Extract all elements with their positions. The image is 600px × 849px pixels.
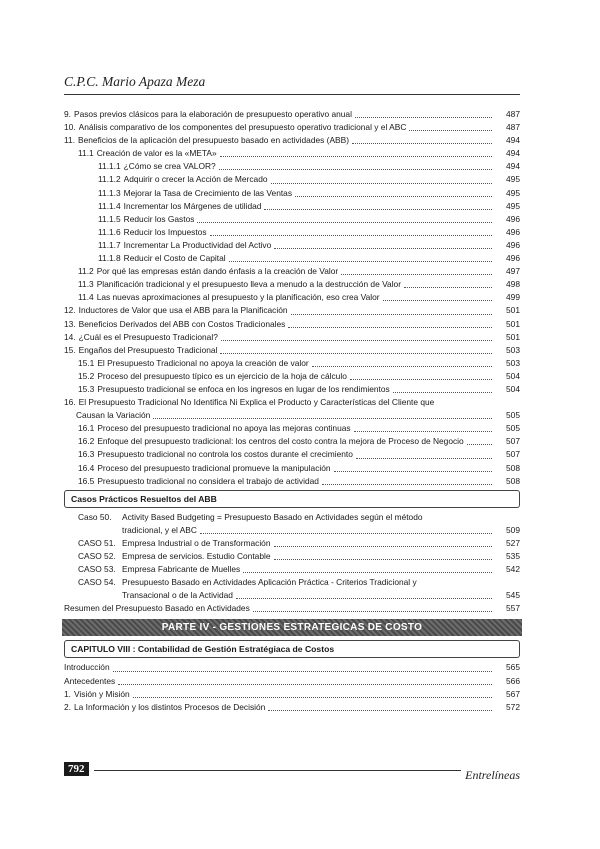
toc-entry-page: 505 <box>506 423 520 434</box>
case-entry <box>78 576 520 589</box>
dot-leader <box>404 287 492 288</box>
toc-entry-page: 496 <box>506 213 520 224</box>
dot-leader <box>220 353 492 354</box>
toc-entry <box>64 160 520 173</box>
toc-entry-page: 503 <box>506 357 520 368</box>
case-title-cont: tradicional, y el ABC <box>122 524 197 535</box>
toc-entry-title: Incrementar los Márgenes de utilidad <box>123 200 262 211</box>
dot-leader <box>236 598 492 599</box>
case-page: 527 <box>506 537 520 548</box>
toc-entry-page: 501 <box>506 318 520 329</box>
dot-leader <box>354 431 492 432</box>
toc-entry <box>64 108 520 121</box>
dot-leader <box>383 300 492 301</box>
chapter-box: CAPITULO VIII : Contabilidad de Gestión Estratégiaca de Costos <box>64 640 520 658</box>
dot-leader <box>219 169 492 170</box>
toc-entry <box>64 252 520 265</box>
toc-entry-page: 498 <box>506 279 520 290</box>
toc-entry <box>64 318 520 331</box>
toc-entry-page: 495 <box>506 187 520 198</box>
toc-entry-continuation <box>64 409 520 422</box>
toc-entry-page: 495 <box>506 174 520 185</box>
dot-leader <box>291 314 492 315</box>
toc-entry-number: 14. <box>64 331 76 342</box>
case-entry <box>78 537 520 550</box>
toc-entry-title: Reducir el Costo de Capital <box>123 253 226 264</box>
dot-leader <box>210 235 492 236</box>
toc-entry-number: 11.1.5 <box>98 213 121 224</box>
toc-entry-title: Reducir los Gastos <box>123 213 195 224</box>
toc-group-c <box>64 661 520 713</box>
dot-leader <box>295 196 492 197</box>
toc-entry <box>64 448 520 461</box>
dot-leader <box>393 392 492 393</box>
dot-leader <box>153 418 492 419</box>
toc-entry-title: Planificación tradicional y el presupuesto lleva a menudo a la destrucción de Valor <box>96 279 401 290</box>
case-title-cont: Transacional o de la Actividad <box>122 590 233 601</box>
dot-leader <box>264 209 492 210</box>
publisher-name: Entrelíneas <box>461 768 520 783</box>
toc-entry-page: 487 <box>506 109 520 119</box>
toc-entry-number: 16. <box>64 397 76 408</box>
toc-entry-title: El Presupuesto Tradicional no apoya la creación de valor <box>97 357 309 368</box>
toc-entry <box>64 265 520 278</box>
case-page: 542 <box>506 564 520 575</box>
toc-entry <box>64 304 520 317</box>
toc-entry-number: 11.1.2 <box>98 174 121 185</box>
toc-entry-title: Creación de valor es la «META» <box>96 148 217 159</box>
toc-entry-title: Presupuesto tradicional se enfoca en los ingresos en lugar de los rendimientos <box>97 383 390 394</box>
toc-entry-page: 496 <box>506 226 520 237</box>
toc-entry-page: 494 <box>506 135 520 146</box>
toc-entry-title: Incrementar La Productividad del Activo <box>123 239 272 250</box>
dot-leader <box>113 671 492 672</box>
toc-entry-title: El Presupuesto Tradicional No Identifica Ni Explica el Producto y Características del Cliente que <box>78 397 435 408</box>
toc-entry-summary <box>64 602 520 615</box>
dot-leader <box>197 222 492 223</box>
dot-leader <box>334 471 492 472</box>
toc-entry-number: 16.3 <box>78 449 95 460</box>
toc-entry-page: 499 <box>506 292 520 303</box>
toc-entry <box>64 239 520 252</box>
case-title: Empresa Industrial o de Transformación <box>122 537 271 548</box>
case-entry <box>78 511 520 524</box>
toc-entry-number: 11.1.3 <box>98 187 121 198</box>
toc-entry-title: La Información y los distintos Procesos de Decisión <box>74 701 266 712</box>
dot-leader <box>274 248 492 249</box>
toc-entry-page: 496 <box>506 239 520 250</box>
toc-entry-number: 16.5 <box>78 475 95 486</box>
toc-entry-number: 15. <box>64 344 76 355</box>
case-number: CASO 54. <box>78 577 116 588</box>
toc-entry-title: ¿Cómo se crea VALOR? <box>123 161 216 172</box>
toc-entry-page: 566 <box>506 675 520 686</box>
dot-leader <box>341 274 492 275</box>
toc-group-b <box>64 422 520 487</box>
toc-entry-page: 504 <box>506 370 520 381</box>
toc-entry <box>64 383 520 396</box>
dot-leader <box>271 183 492 184</box>
toc-entry-number: 13. <box>64 318 76 329</box>
dot-leader <box>352 143 492 144</box>
toc-entry-page: 507 <box>506 436 520 447</box>
dot-leader <box>221 340 492 341</box>
toc-entry-number: 11.1.4 <box>98 200 121 211</box>
dot-leader <box>274 559 493 560</box>
toc-entry-title: Proceso del presupuesto tradicional no apoya las mejoras continuas <box>97 423 351 434</box>
toc-entry-number: 9. <box>64 109 71 119</box>
toc-entry-title: Adquirir o crecer la Acción de Mercado <box>123 174 268 185</box>
toc-entry-title: Beneficios Derivados del ABB con Costos Tradicionales <box>78 318 286 329</box>
toc-entry-page: 557 <box>506 603 520 614</box>
toc-entry <box>64 344 520 357</box>
toc-entry-title: Las nuevas aproximaciones al presupuesto y la planificación, eso crea Valor <box>96 292 380 303</box>
toc-entry <box>64 701 520 714</box>
toc-entry-page: 501 <box>506 305 520 316</box>
dot-leader <box>268 710 492 711</box>
toc-entry-number: 16.1 <box>78 423 95 434</box>
toc-entry <box>64 134 520 147</box>
toc-entry-title: Proceso del presupuesto típico es un ejercicio de la hoja de cálculo <box>97 370 347 381</box>
toc-entry-number: 15.2 <box>78 370 95 381</box>
toc-entry <box>64 422 520 435</box>
toc-entry-number: 11.3 <box>78 279 94 290</box>
toc-entry-title: ¿Cuál es el Presupuesto Tradicional? <box>78 331 218 342</box>
toc-entry <box>64 370 520 383</box>
dot-leader <box>243 572 492 573</box>
toc-entry-page: 507 <box>506 449 520 460</box>
case-number: CASO 51. <box>78 537 116 548</box>
toc-entry <box>64 331 520 344</box>
toc-entry-page: 567 <box>506 688 520 699</box>
toc-entry-number: 11.1.7 <box>98 239 121 250</box>
toc-entry-number: 11.4 <box>78 292 94 303</box>
toc-entry-page: 505 <box>506 410 520 421</box>
toc-group-a <box>64 108 520 396</box>
toc-entry-title: Antecedentes <box>64 675 116 686</box>
toc-entry-number: 12. <box>64 305 76 316</box>
dot-leader <box>133 697 492 698</box>
toc-entry-number: 11.1 <box>78 148 94 159</box>
cases-list <box>64 511 520 603</box>
toc-entry-page: 487 <box>506 122 520 133</box>
dot-leader <box>253 611 492 612</box>
toc-entry-title: Inductores de Valor que usa el ABB para la Planificación <box>78 305 288 316</box>
toc-entry-title: Mejorar la Tasa de Crecimiento de las Ventas <box>123 187 293 198</box>
toc-entry <box>64 121 520 134</box>
case-title: Empresa de servicios. Estudio Contable <box>122 551 271 561</box>
toc-entry-page: 508 <box>506 462 520 473</box>
dot-leader <box>467 444 492 445</box>
dot-leader <box>274 546 493 547</box>
dot-leader <box>350 379 492 380</box>
toc-entry-number: 16.4 <box>78 462 95 473</box>
toc-entry-number: 15.1 <box>78 357 95 368</box>
toc-entry <box>64 688 520 701</box>
toc-entry-title-cont: Causan la Variación <box>76 410 151 421</box>
toc-entry-page: 494 <box>506 161 520 172</box>
toc-entry-page: 508 <box>506 475 520 486</box>
dot-leader <box>312 366 492 367</box>
toc-entry-page: 565 <box>506 662 520 673</box>
case-page: 535 <box>506 551 520 561</box>
case-entry-continuation <box>78 589 520 602</box>
dot-leader <box>355 117 492 118</box>
toc-entry-title: Visión y Misión <box>74 688 130 699</box>
toc-entry-page: 496 <box>506 253 520 264</box>
dot-leader <box>118 684 492 685</box>
toc-entry-number: 16.2 <box>78 436 95 447</box>
page-number: 792 <box>64 762 89 776</box>
toc-entry-page: 495 <box>506 200 520 211</box>
toc-entry <box>64 200 520 213</box>
case-entry-continuation <box>78 524 520 537</box>
part-banner: PARTE IV - GESTIONES ESTRATEGICAS DE COSTO <box>62 619 522 636</box>
toc-entry <box>64 226 520 239</box>
toc-entry <box>64 396 520 409</box>
toc-entry-title: Resumen del Presupuesto Basado en Actividades <box>64 603 250 614</box>
toc-entry-page: 572 <box>506 701 520 712</box>
toc-entry-number: 11.1.1 <box>98 161 121 172</box>
toc-entry-page: 494 <box>506 148 520 159</box>
section-box-cases: Casos Prácticos Resueltos del ABB <box>64 490 520 508</box>
toc-entry <box>64 462 520 475</box>
toc-entry-number: 10. <box>64 122 76 133</box>
case-page: 545 <box>506 590 520 601</box>
dot-leader <box>288 327 492 328</box>
toc-entry-page: 504 <box>506 383 520 394</box>
toc-entry-title: Presupuesto tradicional no considera el trabajo de actividad <box>97 475 319 486</box>
toc-entry-page: 503 <box>506 344 520 355</box>
toc-entry-number: 2. <box>64 701 71 712</box>
toc-entry <box>64 675 520 688</box>
toc-entry <box>64 357 520 370</box>
dot-leader <box>409 130 492 131</box>
case-title: Activity Based Budgeting = Presupuesto Basado en Actividades según el método <box>122 511 423 522</box>
case-number: CASO 53. <box>78 564 116 575</box>
case-page: 509 <box>506 524 520 535</box>
toc-entry-number: 11.1.6 <box>98 226 121 237</box>
toc-entry-title: Presupuesto tradicional no controla los costos durante el crecimiento <box>97 449 353 460</box>
case-title: Empresa Fabricante de Muelles <box>122 564 241 575</box>
toc-entry <box>64 173 520 186</box>
dot-leader <box>200 533 492 534</box>
toc-entry-number: 11.2 <box>78 266 94 277</box>
toc-entry-number: 11. <box>64 135 76 146</box>
table-of-contents <box>64 108 520 714</box>
toc-entry <box>64 661 520 674</box>
dot-leader <box>229 261 492 262</box>
toc-entry-title: Pasos previos clásicos para la elaboración de presupuesto operativo anual <box>74 109 352 119</box>
toc-entry-title: Proceso del presupuesto tradicional promueve la manipulación <box>97 462 331 473</box>
running-header-author: C.P.C. Mario Apaza Meza <box>64 74 206 89</box>
toc-entry-title: Enfoque del presupuesto tradicional: los centros del costo contra la mejora de Proceso de Negocio <box>97 436 464 447</box>
header-rule <box>64 94 520 95</box>
dot-leader <box>356 458 492 459</box>
toc-entry-title: Por qué las empresas están dando énfasis a la creación de Valor <box>96 266 339 277</box>
toc-entry <box>64 147 520 160</box>
toc-entry <box>64 278 520 291</box>
case-number: Caso 50. <box>78 511 112 522</box>
case-number: CASO 52. <box>78 551 116 561</box>
toc-entry-page: 501 <box>506 331 520 342</box>
toc-entry-title: Reducir los Impuestos <box>123 226 207 237</box>
toc-entry-title: Engaños del Presupuesto Tradicional <box>78 344 218 355</box>
toc-entry-title: Análisis comparativo de los componentes del presupuesto operativo tradicional y el ABC <box>78 122 407 133</box>
toc-entry-number: 1. <box>64 688 71 699</box>
toc-entry-number: 11.1.8 <box>98 253 121 264</box>
toc-entry <box>64 291 520 304</box>
toc-entry-number: 15.3 <box>78 383 95 394</box>
case-title: Presupuesto Basado en Actividades Aplicación Práctica - Criterios Tradicional y <box>122 577 417 588</box>
dot-leader <box>322 484 492 485</box>
toc-entry <box>64 187 520 200</box>
toc-entry <box>64 213 520 226</box>
dot-leader <box>220 156 492 157</box>
toc-entry <box>64 475 520 488</box>
toc-entry-title: Beneficios de la aplicación del presupuesto basado en actividades (ABB) <box>78 135 349 146</box>
footer-rule <box>94 770 520 771</box>
toc-entry-title: Introducción <box>64 662 110 673</box>
toc-entry <box>64 435 520 448</box>
case-entry <box>78 563 520 576</box>
case-entry <box>78 550 520 563</box>
toc-entry-page: 497 <box>506 266 520 277</box>
